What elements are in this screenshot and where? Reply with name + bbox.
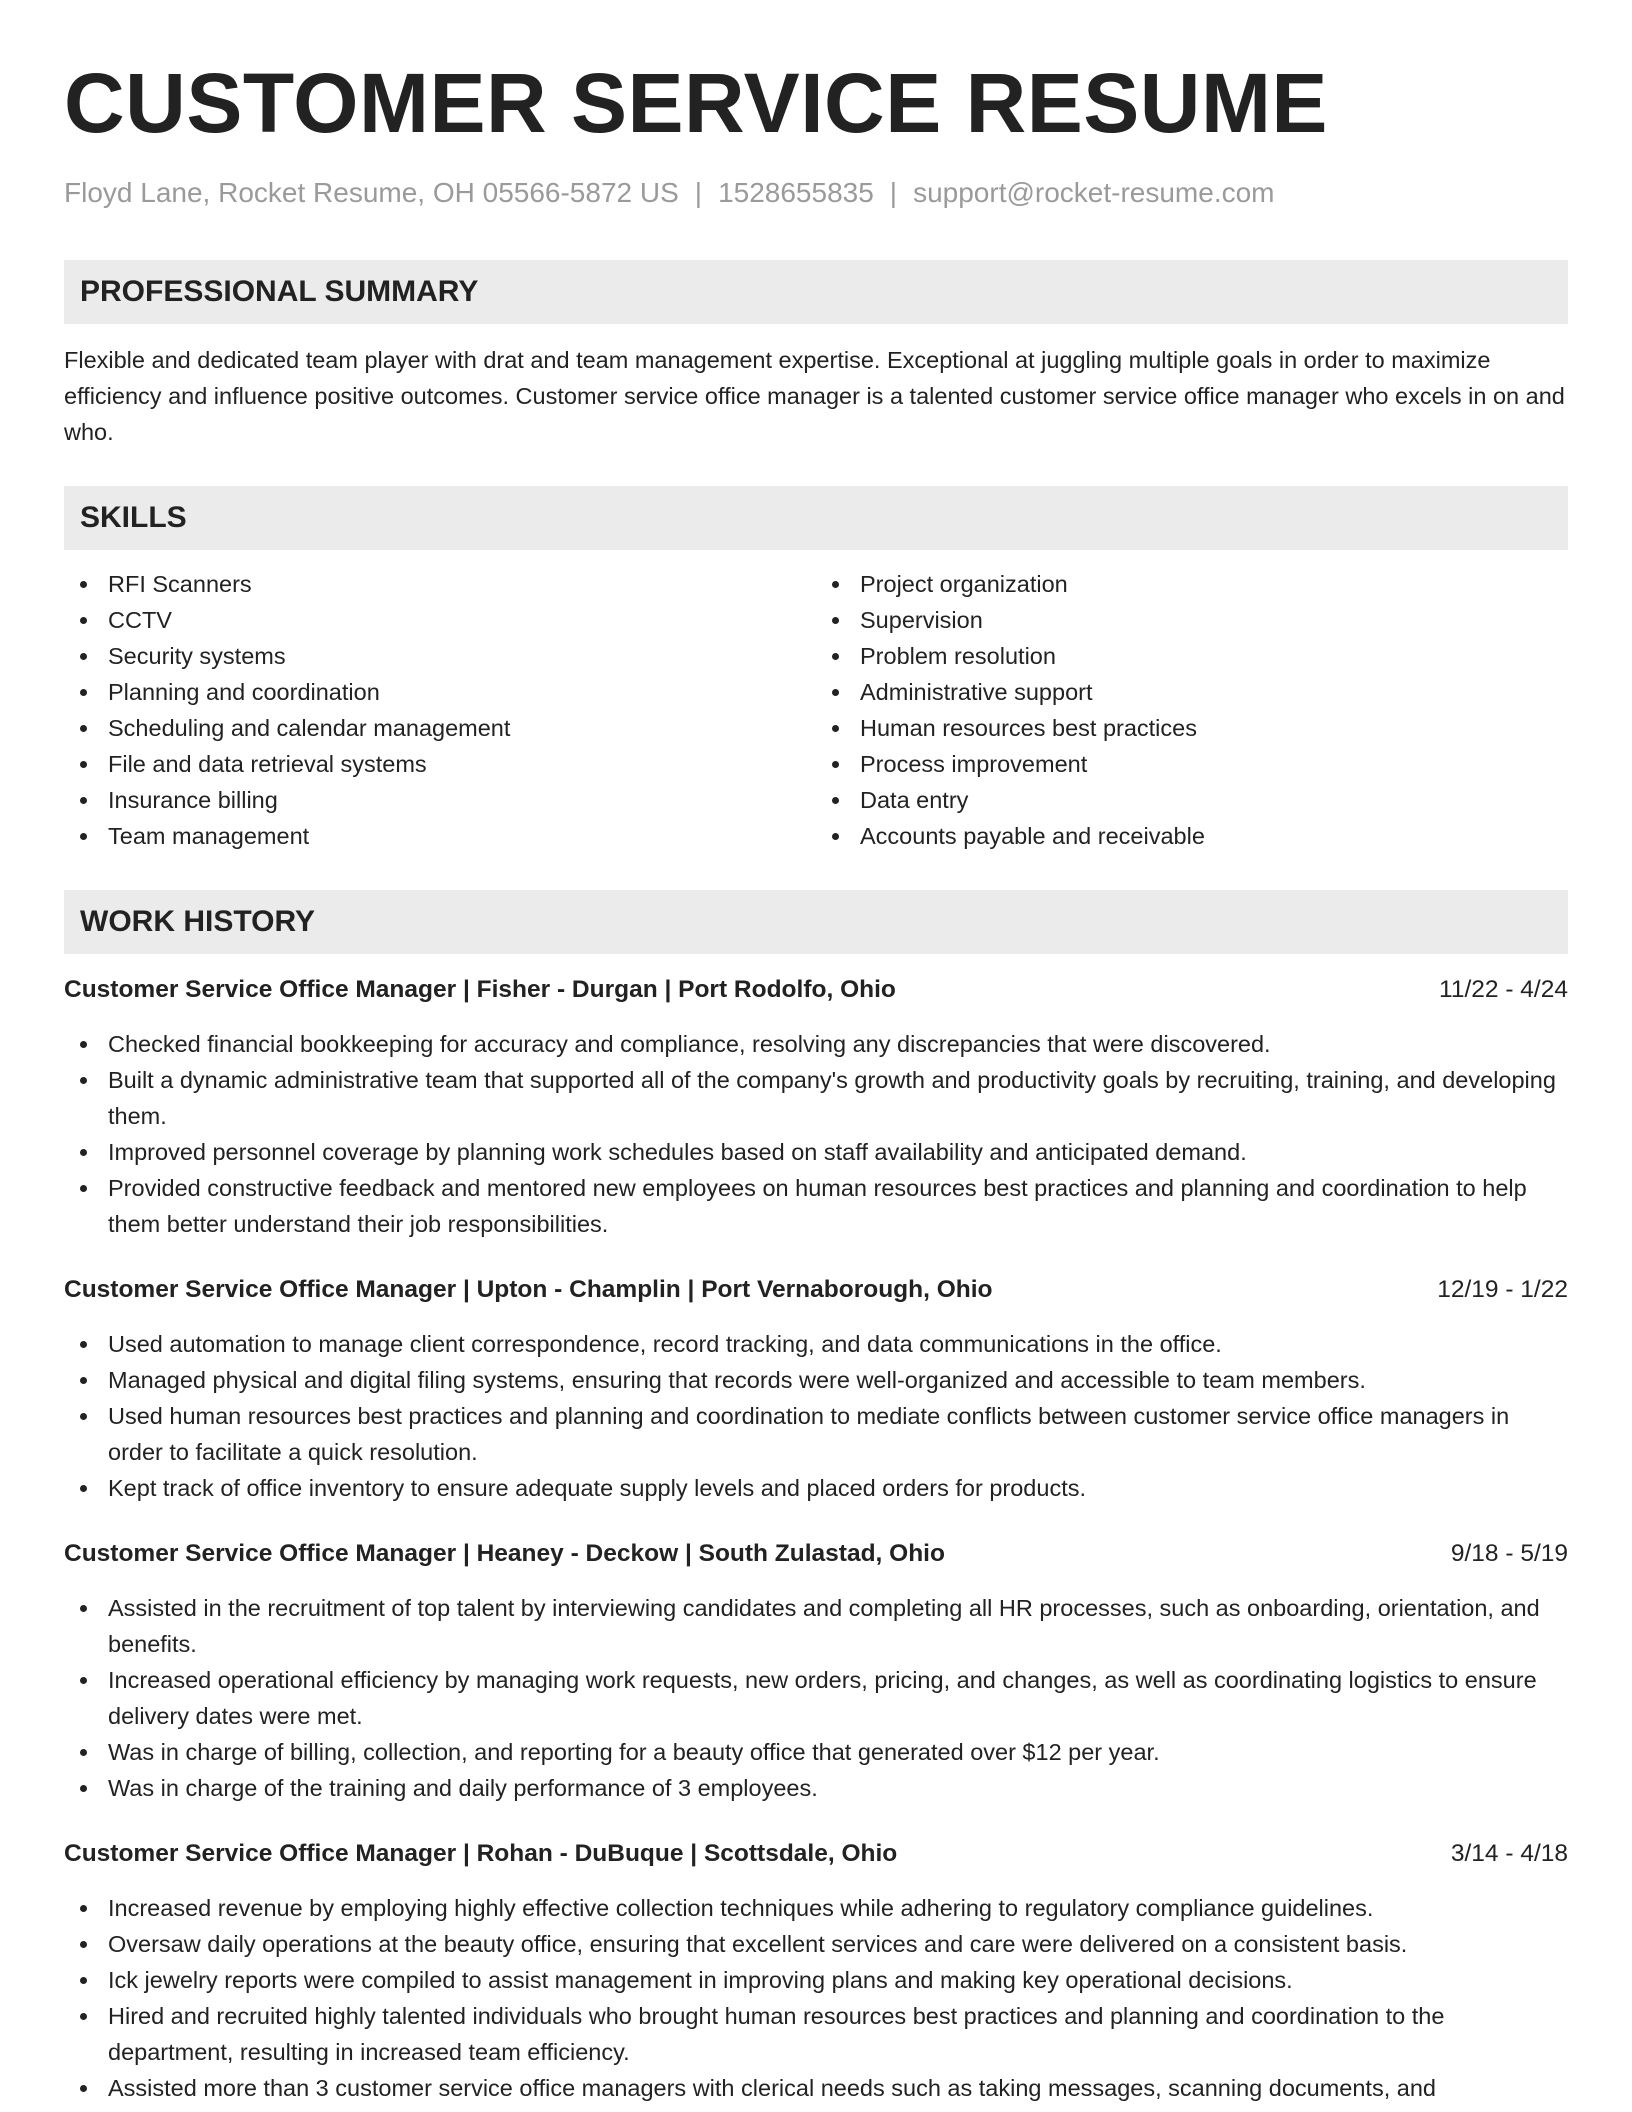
job-bullet: Managed physical and digital filing systems, ensuring that records were well-organized and accessible to team members. <box>64 1362 1568 1398</box>
skill-item: Data entry <box>816 782 1568 818</box>
skill-item: Supervision <box>816 602 1568 638</box>
contact-line <box>64 176 1568 210</box>
skill-item: Problem resolution <box>816 638 1568 674</box>
job-bullets <box>64 1326 1568 1506</box>
section-heading-skills: SKILLS <box>64 486 1568 550</box>
job-bullets <box>64 1890 1568 2106</box>
contact-address: Floyd Lane, Rocket Resume, OH 05566-5872 US <box>64 177 679 208</box>
job-bullet: Used automation to manage client correspondence, record tracking, and data communications in the office. <box>64 1326 1568 1362</box>
skill-item: Security systems <box>64 638 816 674</box>
job-header <box>64 1536 1568 1572</box>
job-entry <box>64 972 1568 1242</box>
job-bullet: Hired and recruited highly talented individuals who brought human resources best practices and planning and coordination to the department, resulting in increased team efficiency. <box>64 1998 1568 2070</box>
job-dates: 12/19 - 1/22 <box>1437 1276 1568 1303</box>
job-bullets <box>64 1590 1568 1806</box>
job-title: Customer Service Office Manager | Heaney - Deckow | South Zulastad, Ohio <box>64 1540 945 1567</box>
job-header <box>64 1836 1568 1872</box>
skill-item: File and data retrieval systems <box>64 746 816 782</box>
skill-item: Insurance billing <box>64 782 816 818</box>
skill-item: Accounts payable and receivable <box>816 818 1568 854</box>
skill-item: RFI Scanners <box>64 566 816 602</box>
skills-column-left <box>64 566 816 854</box>
contact-separator: | <box>694 177 703 208</box>
skills-list <box>64 566 1568 854</box>
job-title: Customer Service Office Manager | Rohan - DuBuque | Scottsdale, Ohio <box>64 1840 898 1867</box>
skill-item: Scheduling and calendar management <box>64 710 816 746</box>
job-title: Customer Service Office Manager | Upton - Champlin | Port Vernaborough, Ohio <box>64 1276 993 1303</box>
job-header <box>64 972 1568 1008</box>
job-bullet: Provided constructive feedback and mentored new employees on human resources best practices and planning and coordination to help them better understand their job responsibilities. <box>64 1170 1568 1242</box>
skill-item: Human resources best practices <box>816 710 1568 746</box>
contact-separator: | <box>889 177 898 208</box>
job-bullet: Kept track of office inventory to ensure adequate supply levels and placed orders for products. <box>64 1470 1568 1506</box>
summary-text: Flexible and dedicated team player with drat and team management expertise. Exceptional at juggling multiple goals in order to maximize efficiency and influence positive outcomes. Customer service office manager is a talented customer service office manager who excels in on and who. <box>64 347 1565 445</box>
job-bullet: Increased revenue by employing highly effective collection techniques while adhering to regulatory compliance guidelines. <box>64 1890 1568 1926</box>
job-bullet: Improved personnel coverage by planning work schedules based on staff availability and anticipated demand. <box>64 1134 1568 1170</box>
job-header <box>64 1272 1568 1308</box>
job-bullet: Increased operational efficiency by managing work requests, new orders, pricing, and changes, as well as coordinating logistics to ensure delivery dates were met. <box>64 1662 1568 1734</box>
job-dates: 3/14 - 4/18 <box>1450 1840 1568 1867</box>
skill-item: CCTV <box>64 602 816 638</box>
contact-email: support@rocket-resume.com <box>913 177 1275 208</box>
work-history-list <box>64 972 1568 2106</box>
section-heading-work-history: WORK HISTORY <box>64 890 1568 954</box>
job-bullet: Assisted in the recruitment of top talent by interviewing candidates and completing all HR processes, such as onboarding, orientation, and benefits. <box>64 1590 1568 1662</box>
job-bullet: Ick jewelry reports were compiled to assist management in improving plans and making key operational decisions. <box>64 1962 1568 1998</box>
resume-title: CUSTOMER SERVICE RESUME <box>64 56 1328 150</box>
job-dates: 9/18 - 5/19 <box>1450 1540 1568 1567</box>
skill-item: Administrative support <box>816 674 1568 710</box>
job-bullet: Built a dynamic administrative team that supported all of the company's growth and productivity goals by recruiting, training, and developing them. <box>64 1062 1568 1134</box>
job-bullet: Used human resources best practices and planning and coordination to mediate conflicts between customer service office managers in order to facilitate a quick resolution. <box>64 1398 1568 1470</box>
skills-column-right <box>816 566 1568 854</box>
section-heading-summary: PROFESSIONAL SUMMARY <box>64 260 1568 324</box>
job-title: Customer Service Office Manager | Fisher - Durgan | Port Rodolfo, Ohio <box>64 976 896 1003</box>
job-entry <box>64 1272 1568 1506</box>
job-bullets <box>64 1026 1568 1242</box>
job-bullet: Was in charge of billing, collection, and reporting for a beauty office that generated over $12 per year. <box>64 1734 1568 1770</box>
contact-phone: 1528655835 <box>718 177 874 208</box>
skill-item: Planning and coordination <box>64 674 816 710</box>
job-dates: 11/22 - 4/24 <box>1439 976 1568 1003</box>
job-bullet: Oversaw daily operations at the beauty office, ensuring that excellent services and care were delivered on a consistent basis. <box>64 1926 1568 1962</box>
job-bullet: Was in charge of the training and daily performance of 3 employees. <box>64 1770 1568 1806</box>
skill-item: Process improvement <box>816 746 1568 782</box>
job-bullet: Checked financial bookkeeping for accuracy and compliance, resolving any discrepancies that were discovered. <box>64 1026 1568 1062</box>
skill-item: Project organization <box>816 566 1568 602</box>
job-entry <box>64 1536 1568 1806</box>
job-entry <box>64 1836 1568 2106</box>
skill-item: Team management <box>64 818 816 854</box>
job-bullet: Assisted more than 3 customer service office managers with clerical needs such as taking messages, scanning documents, and <box>64 2070 1568 2106</box>
